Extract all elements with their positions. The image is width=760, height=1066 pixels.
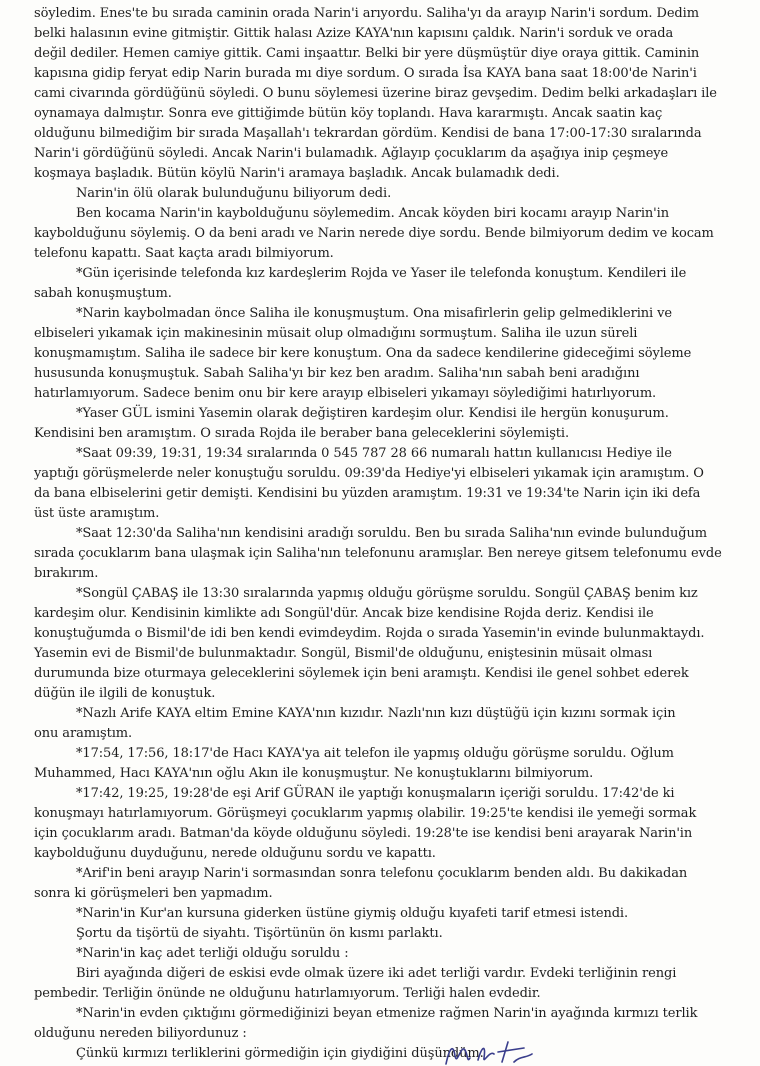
text-line: düğün ile ilgili de konuştuk. bbox=[34, 686, 216, 701]
text-line: söyledim. Enes'te bu sırada caminin orada Narin'i arıyordu. Saliha'yı da arayıp Narin'i sordum. Dedim bbox=[34, 6, 699, 21]
text-line: konuşmayı hatırlamıyorum. Görüşmeyi çocuklarım yapmış olabilir. 19:25'te kendisi ile yemeği sormak bbox=[34, 806, 697, 821]
text-line: üst üste aramıştım. bbox=[34, 506, 160, 521]
text-line: Ben kocama Narin'in kaybolduğunu söylemedim. Ancak köyden biri kocamı arayıp Narin'in bbox=[76, 206, 669, 221]
text-line: *Narin kaybolmadan önce Saliha ile konuşmuştum. Ona misafirlerin gelip gelmediklerini ve bbox=[76, 306, 672, 321]
text-line: pembedir. Terliğin önünde ne olduğunu hatırlamıyorum. Terliği halen evdedir. bbox=[34, 986, 541, 1001]
text-line: Muhammed, Hacı KAYA'nın oğlu Akın ile konuşmuştur. Ne konuştuklarını bilmiyorum. bbox=[34, 766, 594, 781]
text-line: da bana elbiselerini getir demişti. Kendisini bu yüzden aramıştım. 19:31 ve 19:34'te Narin için iki defa bbox=[34, 486, 701, 501]
text-line: Çünkü kırmızı terliklerini görmediğin için giydiğini düşündüm. bbox=[76, 1046, 484, 1061]
text-line: belki halasının evine gitmiştir. Gittik halası Azize KAYA'nın kapısını çaldık. Narin'i sorduk ve orada bbox=[34, 26, 674, 41]
text-line: telefonu kapattı. Saat kaçta aradı bilmiyorum. bbox=[34, 246, 334, 261]
text-line: *Nazlı Arife KAYA eltim Emine KAYA'nın kızıdır. Nazlı'nın kızı düştüğü için kızını sormak için bbox=[76, 706, 676, 721]
text-line: kapısına gidip feryat edip Narin burada mı diye sordum. O sırada İsa KAYA bana saat 18:00'de Narin'i bbox=[34, 66, 697, 81]
signature-mark bbox=[440, 1036, 540, 1066]
text-line: Yasemin evi de Bismil'de bulunmaktadır. Songül, Bismil'de olduğunu, eniştesinin müsait olması bbox=[34, 646, 653, 661]
text-line: kaybolduğunu duyduğunu, nerede olduğunu sordu ve kapattı. bbox=[34, 846, 436, 861]
text-line: için çocuklarım aradı. Batman'da köyde olduğunu söyledi. 19:28'te ise kendisi beni arayarak Narin'in bbox=[34, 826, 693, 841]
text-line: sırada çocuklarım bana ulaşmak için Saliha'nın telefonunu aramışlar. Ben nereye gitsem telefonumu evde bbox=[34, 546, 722, 561]
text-line: kaybolduğunu söylemiş. O da beni aradı ve Narin nerede diye sordu. Bende bilmiyorum dedim ve kocam bbox=[34, 226, 714, 241]
text-line: *17:54, 17:56, 18:17'de Hacı KAYA'ya ait telefon ile yapmış olduğu görüşme soruldu. Oğlum bbox=[76, 746, 674, 761]
text-line: *Songül ÇABAŞ ile 13:30 sıralarında yapmış olduğu görüşme soruldu. Songül ÇABAŞ benim kız bbox=[76, 586, 698, 601]
text-line: elbiseleri yıkamak için makinesinin müsait olup olmadığını sormuştum. Saliha ile uzun süreli bbox=[34, 326, 638, 341]
text-line: *Narin'in kaç adet terliği olduğu soruldu : bbox=[76, 946, 349, 961]
text-line: *Saat 09:39, 19:31, 19:34 sıralarında 0 545 787 28 66 numaralı hattın kullanıcısı Hediye ile bbox=[76, 446, 672, 461]
text-line: hususunda konuşmuştuk. Sabah Saliha'yı bir kez ben aradım. Saliha'nın sabah beni aradığını bbox=[34, 366, 640, 381]
text-line: onu aramıştım. bbox=[34, 726, 133, 741]
text-line: cami civarında gördüğünü söyledi. O bunu söylemesi üzerine biraz gevşedim. Dedim belki arkadaşları ile bbox=[34, 86, 717, 101]
text-line: *Yaser GÜL ismini Yasemin olarak değiştiren kardeşim olur. Kendisi ile hergün konuşurum. bbox=[76, 406, 669, 421]
text-line: kardeşim olur. Kendisinin kimlikte adı Songül'dür. Ancak bize kendisine Rojda deriz. Kendisi ile bbox=[34, 606, 654, 621]
text-line: *Narin'in Kur'an kursuna giderken üstüne giymiş olduğu kıyafeti tarif etmesi istendi. bbox=[76, 906, 629, 921]
text-line: yaptığı görüşmelerde neler konuştuğu soruldu. 09:39'da Hediye'yi elbiseleri yıkamak için aramıştım. O bbox=[34, 466, 704, 481]
text-line: sabah konuşmuştum. bbox=[34, 286, 172, 301]
text-line: Şortu da tişörtü de siyahtı. Tişörtünün ön kısmı parlaktı. bbox=[76, 926, 443, 941]
text-line: sonra ki görüşmeleri ben yapmadım. bbox=[34, 886, 273, 901]
text-line: konuşmamıştım. Saliha ile sadece bir kere konuştum. Ona da sadece kendilerine gideceğimi söyleme bbox=[34, 346, 692, 361]
text-line: konuştuğumda o Bismil'de idi ben kendi evimdeydim. Rojda o sırada Yasemin'in evinde bulunmaktaydı. bbox=[34, 626, 705, 641]
text-line: Narin'i gördüğünü söyledi. Ancak Narin'i bulamadık. Ağlayıp çocuklarım da aşağıya inip çeşmeye bbox=[34, 146, 669, 161]
text-line: olduğunu nereden biliyordunuz : bbox=[34, 1026, 247, 1041]
text-line: *Saat 12:30'da Saliha'nın kendisini aradığı soruldu. Ben bu sırada Saliha'nın evinde bulunduğum bbox=[76, 526, 707, 541]
text-line: hatırlamıyorum. Sadece benim onu bir kere arayıp elbiseleri yıkamayı söylediğimi hatırlıyorum. bbox=[34, 386, 657, 401]
text-line: *17:42, 19:25, 19:28'de eşi Arif GÜRAN ile yaptığı konuşmaların içeriği soruldu. 17:42'de ki bbox=[76, 786, 675, 801]
text-line: değil dediler. Hemen camiye gittik. Cami inşaattır. Belki bir yere düşmüştür diye oraya gittik. Caminin bbox=[34, 46, 700, 61]
text-line: bırakırım. bbox=[34, 566, 99, 581]
text-line: durumunda bize oturmaya geleceklerini söylemek için beni aramıştı. Kendisi ile genel sohbet ederek bbox=[34, 666, 689, 681]
text-line: oynamaya dalmıştır. Sonra eve gittiğimde bütün köy toplandı. Hava kararmıştı. Ancak saatin kaç bbox=[34, 106, 663, 121]
text-line: olduğunu bilmediğim bir sırada Maşallah'ı tekrardan gördüm. Kendisi de bana 17:00-17:30 sıralarında bbox=[34, 126, 702, 141]
text-line: koşmaya başladık. Bütün köylü Narin'i aramaya başladık. Ancak bulamadık dedi. bbox=[34, 166, 560, 181]
text-line: *Gün içerisinde telefonda kız kardeşlerim Rojda ve Yaser ile telefonda konuştum. Kendileri ile bbox=[76, 266, 687, 281]
text-line: Kendisini ben aramıştım. O sırada Rojda ile beraber bana geleceklerini söylemişti. bbox=[34, 426, 569, 441]
text-line: *Arif'in beni arayıp Narin'i sormasından sonra telefonu çocuklarım benden aldı. Bu dakikadan bbox=[76, 866, 688, 881]
text-line: Narin'in ölü olarak bulunduğunu biliyorum dedi. bbox=[76, 186, 392, 201]
document-body bbox=[34, 4, 734, 1064]
text-line: Biri ayağında diğeri de eskisi evde olmak üzere iki adet terliği vardır. Evdeki terliğinin rengi bbox=[76, 966, 677, 981]
text-line: *Narin'in evden çıktığını görmediğinizi beyan etmenize rağmen Narin'in ayağında kırmızı terlik bbox=[76, 1006, 698, 1021]
